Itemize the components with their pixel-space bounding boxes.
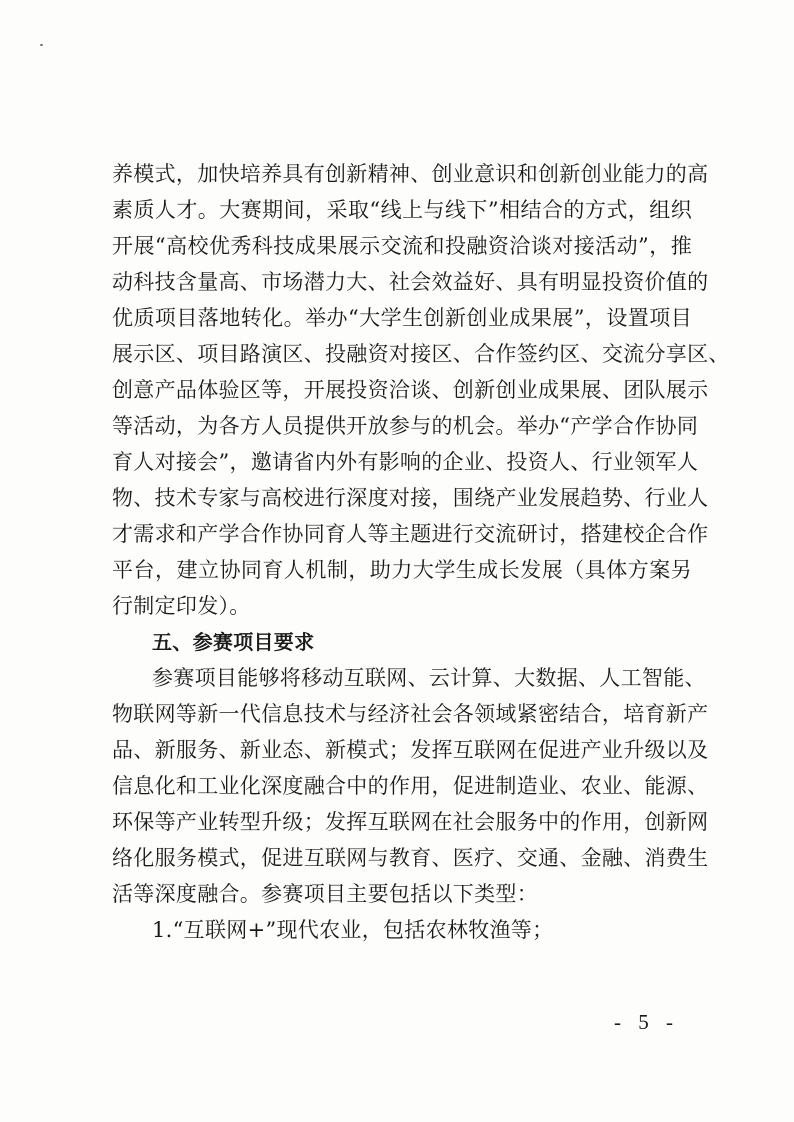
text-line: 物联网等新一代信息技术与经济社会各领域紧密结合，培育新产 bbox=[112, 702, 709, 726]
text-line: 行制定印发）。 bbox=[112, 594, 251, 618]
text-line: 优质项目落地转化。举办“大学生创新创业成果展”，设置项目 bbox=[112, 306, 692, 330]
scan-speck bbox=[40, 44, 43, 46]
text-line: 育人对接会”，邀请省内外有影响的企业、投资人、行业领军人 bbox=[112, 450, 699, 474]
page-number: - 5 - bbox=[614, 1010, 679, 1034]
text-line: 才需求和产学合作协同育人等主题进行交流研讨，搭建校企合作 bbox=[112, 522, 709, 546]
text-line: 素质人才。大赛期间，采取“线上与线下”相结合的方式，组织 bbox=[112, 198, 692, 222]
text-line: 物、技术专家与高校进行深度对接，围绕产业发展趋势、行业人 bbox=[112, 486, 709, 510]
text-line: 创意产品体验区等，开展投资洽谈、创新创业成果展、团队展示 bbox=[112, 378, 709, 402]
paragraph-continuation bbox=[112, 156, 730, 624]
text-line: 等活动，为各方人员提供开放参与的机会。举办“产学合作协同 bbox=[112, 414, 699, 438]
paragraph-requirements bbox=[112, 660, 709, 912]
text-line: 活等深度融合。参赛项目主要包括以下类型： bbox=[112, 882, 538, 906]
text-line: 品、新服务、新业态、新模式；发挥互联网在促进产业升级以及 bbox=[112, 738, 709, 762]
section-heading: 五、参赛项目要求 bbox=[152, 630, 315, 654]
text-line: 络化服务模式，促进互联网与教育、医疗、交通、金融、消费生 bbox=[112, 846, 709, 870]
text-line: 展示区、项目路演区、投融资对接区、合作签约区、交流分享区、 bbox=[112, 342, 730, 366]
text-line: 养模式，加快培养具有创新精神、创业意识和创新创业能力的高 bbox=[112, 162, 709, 186]
list-item: 1.“互联网+”现代农业，包括农林牧渔等； bbox=[152, 918, 554, 942]
text-line: 平台，建立协同育人机制，助力大学生成长发展（具体方案另 bbox=[112, 558, 692, 582]
text-line: 参赛项目能够将移动互联网、云计算、大数据、人工智能、 bbox=[152, 666, 706, 690]
text-line: 动科技含量高、市场潜力大、社会效益好、具有明显投资价值的 bbox=[112, 270, 709, 294]
text-line: 信息化和工业化深度融合中的作用，促进制造业、农业、能源、 bbox=[112, 774, 709, 798]
text-line: 开展“高校优秀科技成果展示交流和投融资洽谈对接活动”，推 bbox=[112, 234, 692, 258]
document-body bbox=[112, 156, 730, 948]
text-line: 环保等产业转型升级；发挥互联网在社会服务中的作用，创新网 bbox=[112, 810, 709, 834]
